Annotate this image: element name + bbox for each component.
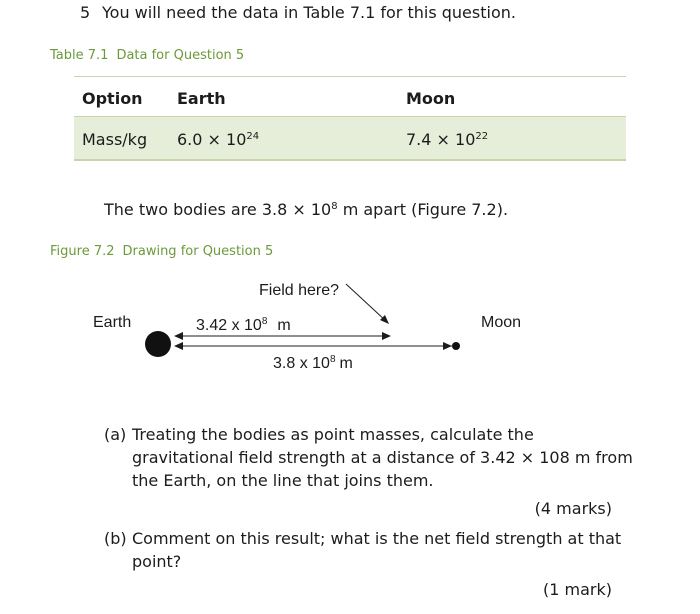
- part-a-label: (a): [104, 425, 127, 444]
- part-a-text: [132, 423, 633, 492]
- part-b-label: (b): [104, 529, 127, 548]
- moon-body: [452, 342, 460, 350]
- part-b-marks: (1 mark): [543, 580, 612, 599]
- part-b-text: [132, 527, 621, 573]
- distance-earth-to-point-label: [196, 316, 291, 334]
- part-b-line-2: point?: [132, 552, 182, 571]
- table-header-earth: Earth: [177, 89, 226, 108]
- part-a-line-3: the Earth, on the line that joins them.: [132, 471, 434, 490]
- table-header-option: Option: [82, 89, 143, 108]
- field-pointer-line: [346, 284, 386, 321]
- moon-mass-value: [406, 130, 488, 149]
- part-a-marks: (4 marks): [534, 499, 612, 518]
- dist2-unit: m: [339, 355, 353, 372]
- dist1-exponent: 8: [261, 316, 268, 327]
- arrow1-right-head: [382, 332, 391, 340]
- table-caption-label: Table 7.1: [50, 48, 109, 63]
- moon-mass-exponent: 22: [475, 131, 489, 142]
- table-caption-text: Data for Question 5: [116, 48, 245, 63]
- dist2-mantissa: 3.8 x 10: [273, 355, 330, 372]
- earth-mass-value: [177, 130, 259, 149]
- moon-mass-mantissa: 7.4 × 10: [406, 130, 476, 149]
- table-header-moon: Moon: [406, 89, 456, 108]
- table-caption: [50, 48, 244, 63]
- figure-caption-text: Drawing for Question 5: [122, 244, 274, 259]
- part-a-line-2: gravitational field strength at a distance of 3.42 × 108 m from: [132, 448, 633, 467]
- separation-exponent: 8: [331, 201, 338, 212]
- separation-text-after: m apart (Figure 7.2).: [337, 200, 509, 219]
- question-heading: [80, 3, 516, 22]
- part-b-line-1: Comment on this result; what is the net field strength at that: [132, 529, 622, 548]
- moon-label: Moon: [481, 314, 522, 331]
- table-data-row: [74, 117, 626, 159]
- arrow1-left-head: [174, 332, 183, 340]
- earth-mass-exponent: 24: [246, 131, 260, 142]
- dist1-unit: m: [277, 317, 291, 334]
- part-a: [104, 423, 664, 493]
- part-b: [104, 527, 664, 575]
- earth-mass-mantissa: 6.0 × 10: [177, 130, 247, 149]
- arrow2-left-head: [174, 342, 183, 350]
- figure-drawing: [0, 270, 700, 380]
- dist2-exponent: 8: [329, 354, 336, 365]
- separation-sentence: [104, 200, 508, 219]
- figure-caption-label: Figure 7.2: [50, 244, 115, 259]
- figure-caption: [50, 244, 273, 259]
- question-number: 5: [80, 3, 91, 22]
- table-top-rule: [74, 76, 626, 77]
- table-bottom-rule: [74, 159, 626, 161]
- part-a-line-1: Treating the bodies as point masses, calculate the: [132, 425, 534, 444]
- arrow2-right-head: [443, 342, 452, 350]
- earth-body: [145, 331, 171, 357]
- earth-label: Earth: [93, 314, 132, 331]
- row-label-mass: Mass/kg: [82, 130, 148, 149]
- question-text: You will need the data in Table 7.1 for this question.: [102, 3, 516, 22]
- distance-earth-to-moon-label: [273, 354, 353, 372]
- separation-text-before: The two bodies are 3.8 × 10: [104, 200, 332, 219]
- dist1-mantissa: 3.42 x 10: [196, 317, 262, 334]
- field-here-label: Field here?: [259, 282, 340, 299]
